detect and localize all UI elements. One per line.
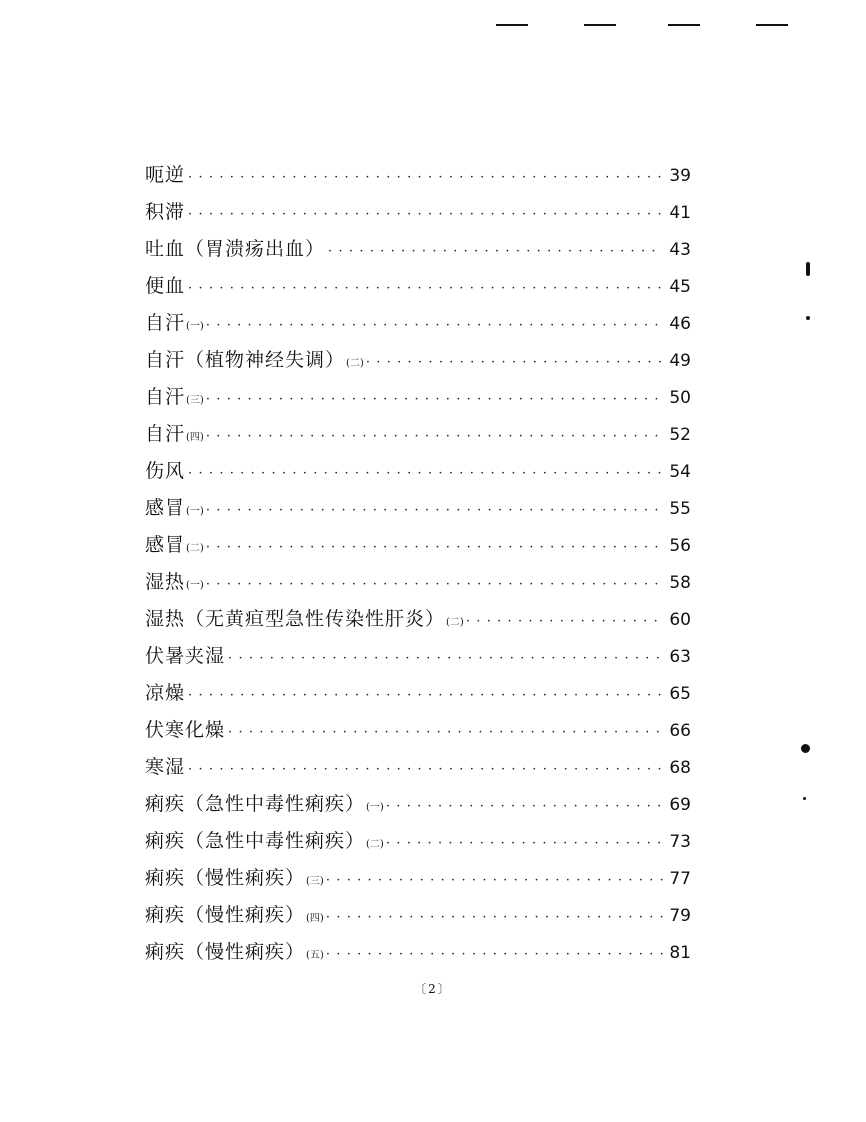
- toc-entry-page: 50: [669, 388, 691, 408]
- toc-entry-part: (三): [306, 876, 324, 887]
- toc-entry[interactable]: [145, 937, 691, 974]
- toc-entry-title: 痢疾（急性中毒性痢疾）: [145, 830, 366, 852]
- dot-leader: [326, 910, 663, 925]
- toc-entry-title: 感冒: [145, 497, 186, 519]
- toc-entry-page: 49: [669, 351, 691, 371]
- toc-entry-page: 73: [669, 832, 691, 852]
- toc-entry-title: 伤风: [145, 460, 186, 482]
- toc-entry-page: 43: [669, 240, 691, 260]
- toc-entry-page: 81: [669, 943, 691, 963]
- scan-speck: [806, 316, 810, 320]
- dot-leader: [206, 318, 663, 333]
- toc-entry-title: 湿热: [145, 571, 186, 593]
- toc-entry-part: (四): [186, 432, 204, 443]
- dot-leader: [326, 947, 663, 962]
- header-rule: [496, 24, 528, 26]
- dot-leader: [206, 392, 663, 407]
- header-rules: [496, 24, 796, 28]
- toc-entry-page: 58: [669, 573, 691, 593]
- toc-entry-page: 39: [669, 166, 691, 186]
- toc-entry-page: 55: [669, 499, 691, 519]
- toc-entry-part: (二): [366, 839, 384, 850]
- table-of-contents: [145, 160, 691, 974]
- toc-entry-title: 痢疾（急性中毒性痢疾）: [145, 793, 366, 815]
- toc-entry[interactable]: [145, 604, 691, 641]
- dot-leader: [366, 355, 663, 370]
- toc-entry-title: 自汗（植物神经失调）: [145, 349, 346, 371]
- toc-entry-title: 湿热（无黄疸型急性传染性肝炎）: [145, 608, 446, 630]
- dot-leader: [386, 799, 663, 814]
- toc-entry-part: (二): [446, 617, 464, 628]
- header-rule: [584, 24, 616, 26]
- toc-entry[interactable]: [145, 715, 691, 752]
- toc-entry-title: 寒湿: [145, 756, 186, 778]
- toc-entry-page: 69: [669, 795, 691, 815]
- toc-entry[interactable]: [145, 197, 691, 234]
- toc-entry-part: (一): [186, 580, 204, 591]
- toc-entry-page: 52: [669, 425, 691, 445]
- toc-entry-title: 便血: [145, 275, 186, 297]
- toc-entry[interactable]: [145, 345, 691, 382]
- toc-entry-page: 46: [669, 314, 691, 334]
- toc-entry-page: 54: [669, 462, 691, 482]
- toc-entry-title: 感冒: [145, 534, 186, 556]
- toc-entry-part: (二): [346, 358, 364, 369]
- toc-entry-page: 68: [669, 758, 691, 778]
- scan-speck: [801, 744, 810, 753]
- toc-entry-title: 痢疾（慢性痢疾）: [145, 904, 306, 926]
- toc-entry[interactable]: [145, 271, 691, 308]
- dot-leader: [188, 207, 663, 222]
- dot-leader: [466, 614, 663, 629]
- toc-entry-page: 65: [669, 684, 691, 704]
- dot-leader: [188, 466, 663, 481]
- toc-entry[interactable]: [145, 789, 691, 826]
- toc-entry[interactable]: [145, 752, 691, 789]
- dot-leader: [188, 170, 663, 185]
- scan-speck: [803, 797, 806, 800]
- toc-entry[interactable]: [145, 678, 691, 715]
- dot-leader: [326, 873, 663, 888]
- toc-entry-part: (三): [186, 395, 204, 406]
- page-number-footer: 〔2〕: [414, 982, 452, 996]
- toc-entry[interactable]: [145, 308, 691, 345]
- toc-entry-title: 吐血（胃溃疡出血）: [145, 238, 326, 260]
- toc-entry-page: 60: [669, 610, 691, 630]
- dot-leader: [206, 540, 663, 555]
- toc-entry-part: (二): [186, 543, 204, 554]
- toc-entry-page: 79: [669, 906, 691, 926]
- toc-entry[interactable]: [145, 641, 691, 678]
- toc-entry[interactable]: [145, 567, 691, 604]
- toc-entry-page: 63: [669, 647, 691, 667]
- dot-leader: [188, 688, 663, 703]
- toc-entry[interactable]: [145, 493, 691, 530]
- toc-entry-title: 凉燥: [145, 682, 186, 704]
- toc-entry-part: (一): [186, 506, 204, 517]
- toc-entry-part: (一): [366, 802, 384, 813]
- toc-entry-page: 66: [669, 721, 691, 741]
- dot-leader: [206, 577, 663, 592]
- toc-entry[interactable]: [145, 160, 691, 197]
- dot-leader: [206, 429, 663, 444]
- toc-entry-page: 77: [669, 869, 691, 889]
- dot-leader: [206, 503, 663, 518]
- toc-entry-title: 自汗: [145, 312, 186, 334]
- toc-entry-title: 痢疾（慢性痢疾）: [145, 941, 306, 963]
- toc-entry-part: (四): [306, 913, 324, 924]
- toc-entry[interactable]: [145, 234, 691, 271]
- toc-entry[interactable]: [145, 863, 691, 900]
- toc-entry[interactable]: [145, 456, 691, 493]
- toc-entry[interactable]: [145, 530, 691, 567]
- toc-entry-title: 痢疾（慢性痢疾）: [145, 867, 306, 889]
- toc-entry-title: 伏暑夹湿: [145, 645, 226, 667]
- toc-entry-part: (一): [186, 321, 204, 332]
- dot-leader: [188, 281, 663, 296]
- toc-entry-title: 呃逆: [145, 164, 186, 186]
- toc-entry[interactable]: [145, 900, 691, 937]
- toc-entry-page: 45: [669, 277, 691, 297]
- toc-entry-page: 56: [669, 536, 691, 556]
- toc-entry-title: 自汗: [145, 386, 186, 408]
- toc-entry[interactable]: [145, 419, 691, 456]
- toc-entry-title: 积滞: [145, 201, 186, 223]
- dot-leader: [386, 836, 663, 851]
- header-rule: [668, 24, 700, 26]
- toc-entry-page: 41: [669, 203, 691, 223]
- toc-entry-part: (五): [306, 950, 324, 961]
- dot-leader: [328, 244, 663, 259]
- toc-entry-title: 伏寒化燥: [145, 719, 226, 741]
- toc-entry[interactable]: [145, 382, 691, 419]
- dot-leader: [228, 725, 663, 740]
- toc-entry-title: 自汗: [145, 423, 186, 445]
- header-rule: [756, 24, 788, 26]
- scan-speck: [806, 262, 810, 276]
- toc-entry[interactable]: [145, 826, 691, 863]
- dot-leader: [188, 762, 663, 777]
- dot-leader: [228, 651, 663, 666]
